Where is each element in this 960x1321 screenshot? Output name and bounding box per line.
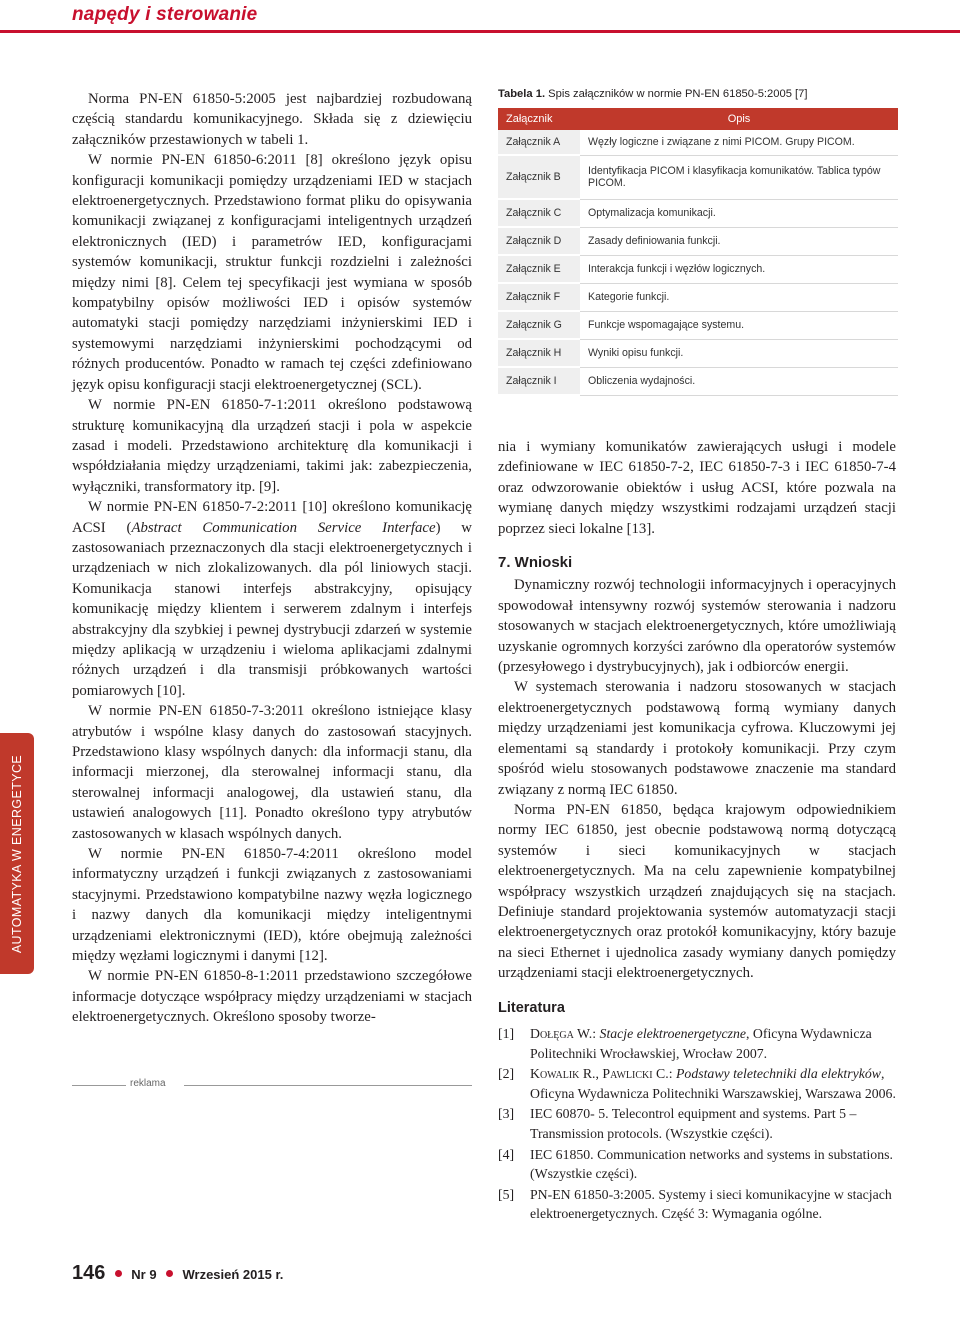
- annex-name: Załącznik D: [498, 227, 580, 255]
- annex-description: Interakcja funkcji i węzłów logicznych.: [580, 255, 898, 283]
- annex-name: Załącznik G: [498, 311, 580, 339]
- reference-text: IEC 61850. Communication networks and systems in substations. (Wszystkie części).: [530, 1146, 893, 1182]
- annex-name: Załącznik E: [498, 255, 580, 283]
- paragraph: W normie PN-EN 61850-7-4:2011 określono model informatyczny urządzeń i funkcji związanych z zastosowaniami stacyjnymi. Przedstawiono kompatybilne nazwy węzła logicznego i nazwy danych dla komunikacji między inteligentnymi urządzeniami elektronicznymi (IED), które obejmują zależności między węzłami logicznymi i danymi [12].: [72, 846, 472, 965]
- reference-text: IEC 60870- 5. Telecontrol equipment and systems. Part 5 – Transmission protocols. (Wszystkie części).: [530, 1106, 857, 1141]
- italic-term: Abstract Communication Service Interface: [131, 519, 436, 536]
- table-header-description: Opis: [580, 108, 898, 130]
- issue-date: Wrzesień 2015 r.: [182, 1267, 284, 1282]
- reference-sep: :: [592, 1025, 600, 1041]
- annex-description: Wyniki opisu funkcji.: [580, 339, 898, 367]
- advert-label: reklama: [126, 1078, 170, 1089]
- paragraph: nia i wymiany komunikatów zawierających usługi i modele zdefiniowane w IEC 61850-7-2, IEC 61850-7-3 i IEC 61850-7-4 oraz odwzorowanie obiektów i usług ACSI, które pozwala na wymianę danych między wszystkimi rodzajami urządzeń stacji poprzez sieci lokalne [13].: [498, 439, 896, 537]
- annex-table: [498, 108, 898, 396]
- right-column: [498, 437, 896, 1225]
- table-row: [498, 199, 898, 227]
- table-header-annex: Załącznik: [498, 108, 580, 130]
- reference-item: [498, 1185, 896, 1224]
- bullet-dot-icon: [166, 1270, 173, 1277]
- page-number: 146: [72, 1262, 106, 1284]
- annex-name: Załącznik F: [498, 283, 580, 311]
- table-row: [498, 255, 898, 283]
- table-row: [498, 339, 898, 367]
- issue-number: Nr 9: [131, 1267, 157, 1282]
- table-caption-number: Tabela 1.: [498, 88, 546, 100]
- reference-text: [530, 1064, 896, 1103]
- advert-line-right: [184, 1085, 472, 1086]
- advert-line-left: [72, 1085, 126, 1086]
- reference-number: [1]: [498, 1025, 515, 1041]
- paragraph: Dynamiczny rozwój technologii informacyjnych i operacyjnych spowodował intensywny rozwój systemów sterowania i nadzoru stosowanych w stacjach elektroenergetycznych, które umożliwiają uzyskanie ogromnych korzyści zarówno dla operatorów systemów (przesyłowego i dystrybucyjnych), jak i odbiorców energii.: [498, 577, 896, 676]
- paragraph: W normie PN-EN 61850-7-1:2011 określono podstawową strukturę komunikacyjną dla urządzeń stacji i pola w aspekcie zasad i modeli. Przedstawiono architekturę dla komunikacji i współdziałania między urządzeniami, takimi jak: zabezpieczenia, wyłączniki, transformatory itp. [9].: [72, 397, 472, 495]
- text-run: ) w zastosowaniach przeznaczonych dla stacji elektroenergetycznych i urządzeniach w nich zlokalizowanych. dla pól liniowych stacji. Komunikacja stanowi interfejs abstrakcyjny, opisujący komunikację między klientem i serwerem zdalnym i interfejs abstrakcyjny dla szybkiej i pewnej dystrybucji zdarzeń w systemie między aplikacją w urządzeniu i wieloma aplikacjami zdalnymi różnych urządzeń i dla transmisji próbkowanych wartości pomiarowych [10].: [72, 519, 472, 699]
- table-row: [498, 283, 898, 311]
- paragraph: [72, 497, 472, 701]
- header-rule: [0, 30, 960, 33]
- annex-description: Optymalizacja komunikacji.: [580, 199, 898, 227]
- reference-author: Kowalik R., Pawlicki C.: [530, 1066, 669, 1082]
- table-row: [498, 311, 898, 339]
- table-row: [498, 130, 898, 155]
- paragraph: W normie PN-EN 61850-6:2011 [8] określono język opisu konfiguracji komunikacji pomiędzy urządzeniami IED w stacjach elektroenergetycznych. Przedstawiono format pliku do opisywania komunikacji związanej z konfiguracjami inteligentnych urządzeń elektronicznych (IED) i parametrów IED, konfiguracjami systemów komunikacji, struktur funkcji rozdzielni i zależności między nimi [8]. Celem tej specyfikacji jest wymiana w sposób kompatybilny opisów możliwości IED i opisów systemów automatyki stacji pomiędzy narzędziami inżynierskimi IED i systemowymi narzędziami inżynierskimi pochodzącymi od różnych producentów. Ponadto w ramach tej części zdefiniowano język opisu konfiguracji stacji elektroenergetycznej (SCL).: [72, 152, 472, 393]
- annex-description: Zasady definiowania funkcji.: [580, 227, 898, 255]
- reference-number: [2]: [498, 1066, 515, 1082]
- annex-description: Węzły logiczne i związane z nimi PICOM. Grupy PICOM.: [580, 130, 898, 155]
- section-title: napędy i sterowanie: [72, 4, 258, 25]
- paragraph: W normie PN-EN 61850-7-3:2011 określono istniejące klasy atrybutów i wspólne klasy danych do zastosowań stacyjnych. Przedstawiono klasy wspólnych danych: dla informacji stanu, dla informacji mierzonej, dla sterowalnej informacji stanu, dla sterowalnej informacji analogowej, dla ustawień stanu, dla ustawień analogowych [11]. Ponadto określono typy atrybutów zastosowanych w klasach wspólnych danych.: [72, 703, 472, 842]
- reference-item: [498, 1145, 896, 1184]
- reference-rest: , Oficyna Wydawnicza Politechniki Wrocławskiej, Wrocław 2007.: [530, 1025, 872, 1061]
- annex-name: Załącznik C: [498, 199, 580, 227]
- table-row: [498, 155, 898, 199]
- annex-name: Załącznik A: [498, 130, 580, 155]
- reference-title: Stacje elektroenergetyczne: [599, 1025, 746, 1041]
- paragraph: W systemach sterowania i nadzoru stosowanych w stacjach elektroenergetycznych podstawową formą wymiany danych między urządzeniami jest komunikacja cyfrowa. Kluczowymi jej elementami są standardy i protokoły komunikacji. Przy czym spośród wielu stosowanych podstawowe znaczenie ma standard związany z normą IEC 61850.: [498, 679, 896, 798]
- table-row: [498, 367, 898, 395]
- bullet-dot-icon: [115, 1270, 122, 1277]
- side-tab: [0, 733, 34, 974]
- annex-description: Obliczenia wydajności.: [580, 367, 898, 395]
- annex-name: Załącznik B: [498, 155, 580, 199]
- page-footer: [72, 1262, 283, 1285]
- annex-name: Załącznik I: [498, 367, 580, 395]
- reference-item: [498, 1104, 896, 1143]
- reference-text: PN-EN 61850-3:2005. Systemy i sieci komunikacyjne w stacjach elektroenergetycznych. Część 3: Wymagania ogólne.: [530, 1186, 892, 1222]
- reference-number: [4]: [498, 1146, 515, 1162]
- paragraph: W normie PN-EN 61850-8-1:2011 przedstawiono szczegółowe informacje dotyczące współpracy między urządzeniami w stacjach elektroenergetycznych. Określono sposoby tworze-: [72, 968, 472, 1026]
- paragraph: Norma PN-EN 61850-5:2005 jest najbardziej rozbudowaną częścią standardu komunikacyjnego. Składa się z dziewięciu załączników przestawionych w tabeli 1.: [72, 91, 472, 148]
- table-caption-text: Spis załączników w normie PN-EN 61850-5:2005 [7]: [545, 88, 808, 100]
- table-row: [498, 227, 898, 255]
- reference-author: Dołęga W.: [530, 1025, 593, 1041]
- side-tab-label: AUTOMATYKA W ENERGETYCE: [10, 754, 25, 953]
- reference-title: Podstawy teletechniki dla elektryków: [676, 1066, 881, 1082]
- annex-description: Kategorie funkcji.: [580, 283, 898, 311]
- advert-marker: [72, 1078, 472, 1092]
- reference-list: [498, 1024, 896, 1224]
- table-caption: [498, 88, 918, 100]
- paragraph: Norma PN-EN 61850, będąca krajowym odpowiednikiem normy IEC 61850, jest obecnie podstawową normą dotyczącą systemów i sieci komunikacyjnych w stacjach elektroenergetycznych. Ma na celu zapewnienie kompatybilnej współpracy wszystkich urządzeń znajdujących się na stacjach. Definiuje standard projektowania systemów automatyzacji stacji elektroenergetycznych oraz protokół komunikacyjny, który bazuje na sieci Ethernet i ujednolica zasady wymiany danych pomiędzy urządzeniami stacji elektroenergetycznych.: [498, 801, 896, 982]
- literature-heading: Literatura: [498, 999, 565, 1016]
- reference-rest: , Oficyna Wydawnicza Politechniki Warszawskiej, Warszawa 2006.: [530, 1066, 896, 1101]
- annex-description: Funkcje wspomagające systemu.: [580, 311, 898, 339]
- annex-name: Załącznik H: [498, 339, 580, 367]
- reference-item: [498, 1024, 896, 1063]
- conclusions-heading: 7. Wnioski: [498, 554, 573, 572]
- reference-text: [530, 1024, 896, 1063]
- annex-description: Identyfikacja PICOM i klasyfikacja komunikatów. Tablica typów PICOM.: [580, 155, 898, 199]
- reference-sep: :: [668, 1066, 676, 1082]
- reference-item: [498, 1064, 896, 1103]
- left-column: [72, 89, 472, 1028]
- reference-number: [3]: [498, 1106, 515, 1122]
- text-run: W normie PN-EN 61850-7-2:2011 [10] określono komunikację ACSI (: [72, 499, 472, 536]
- reference-number: [5]: [498, 1186, 515, 1202]
